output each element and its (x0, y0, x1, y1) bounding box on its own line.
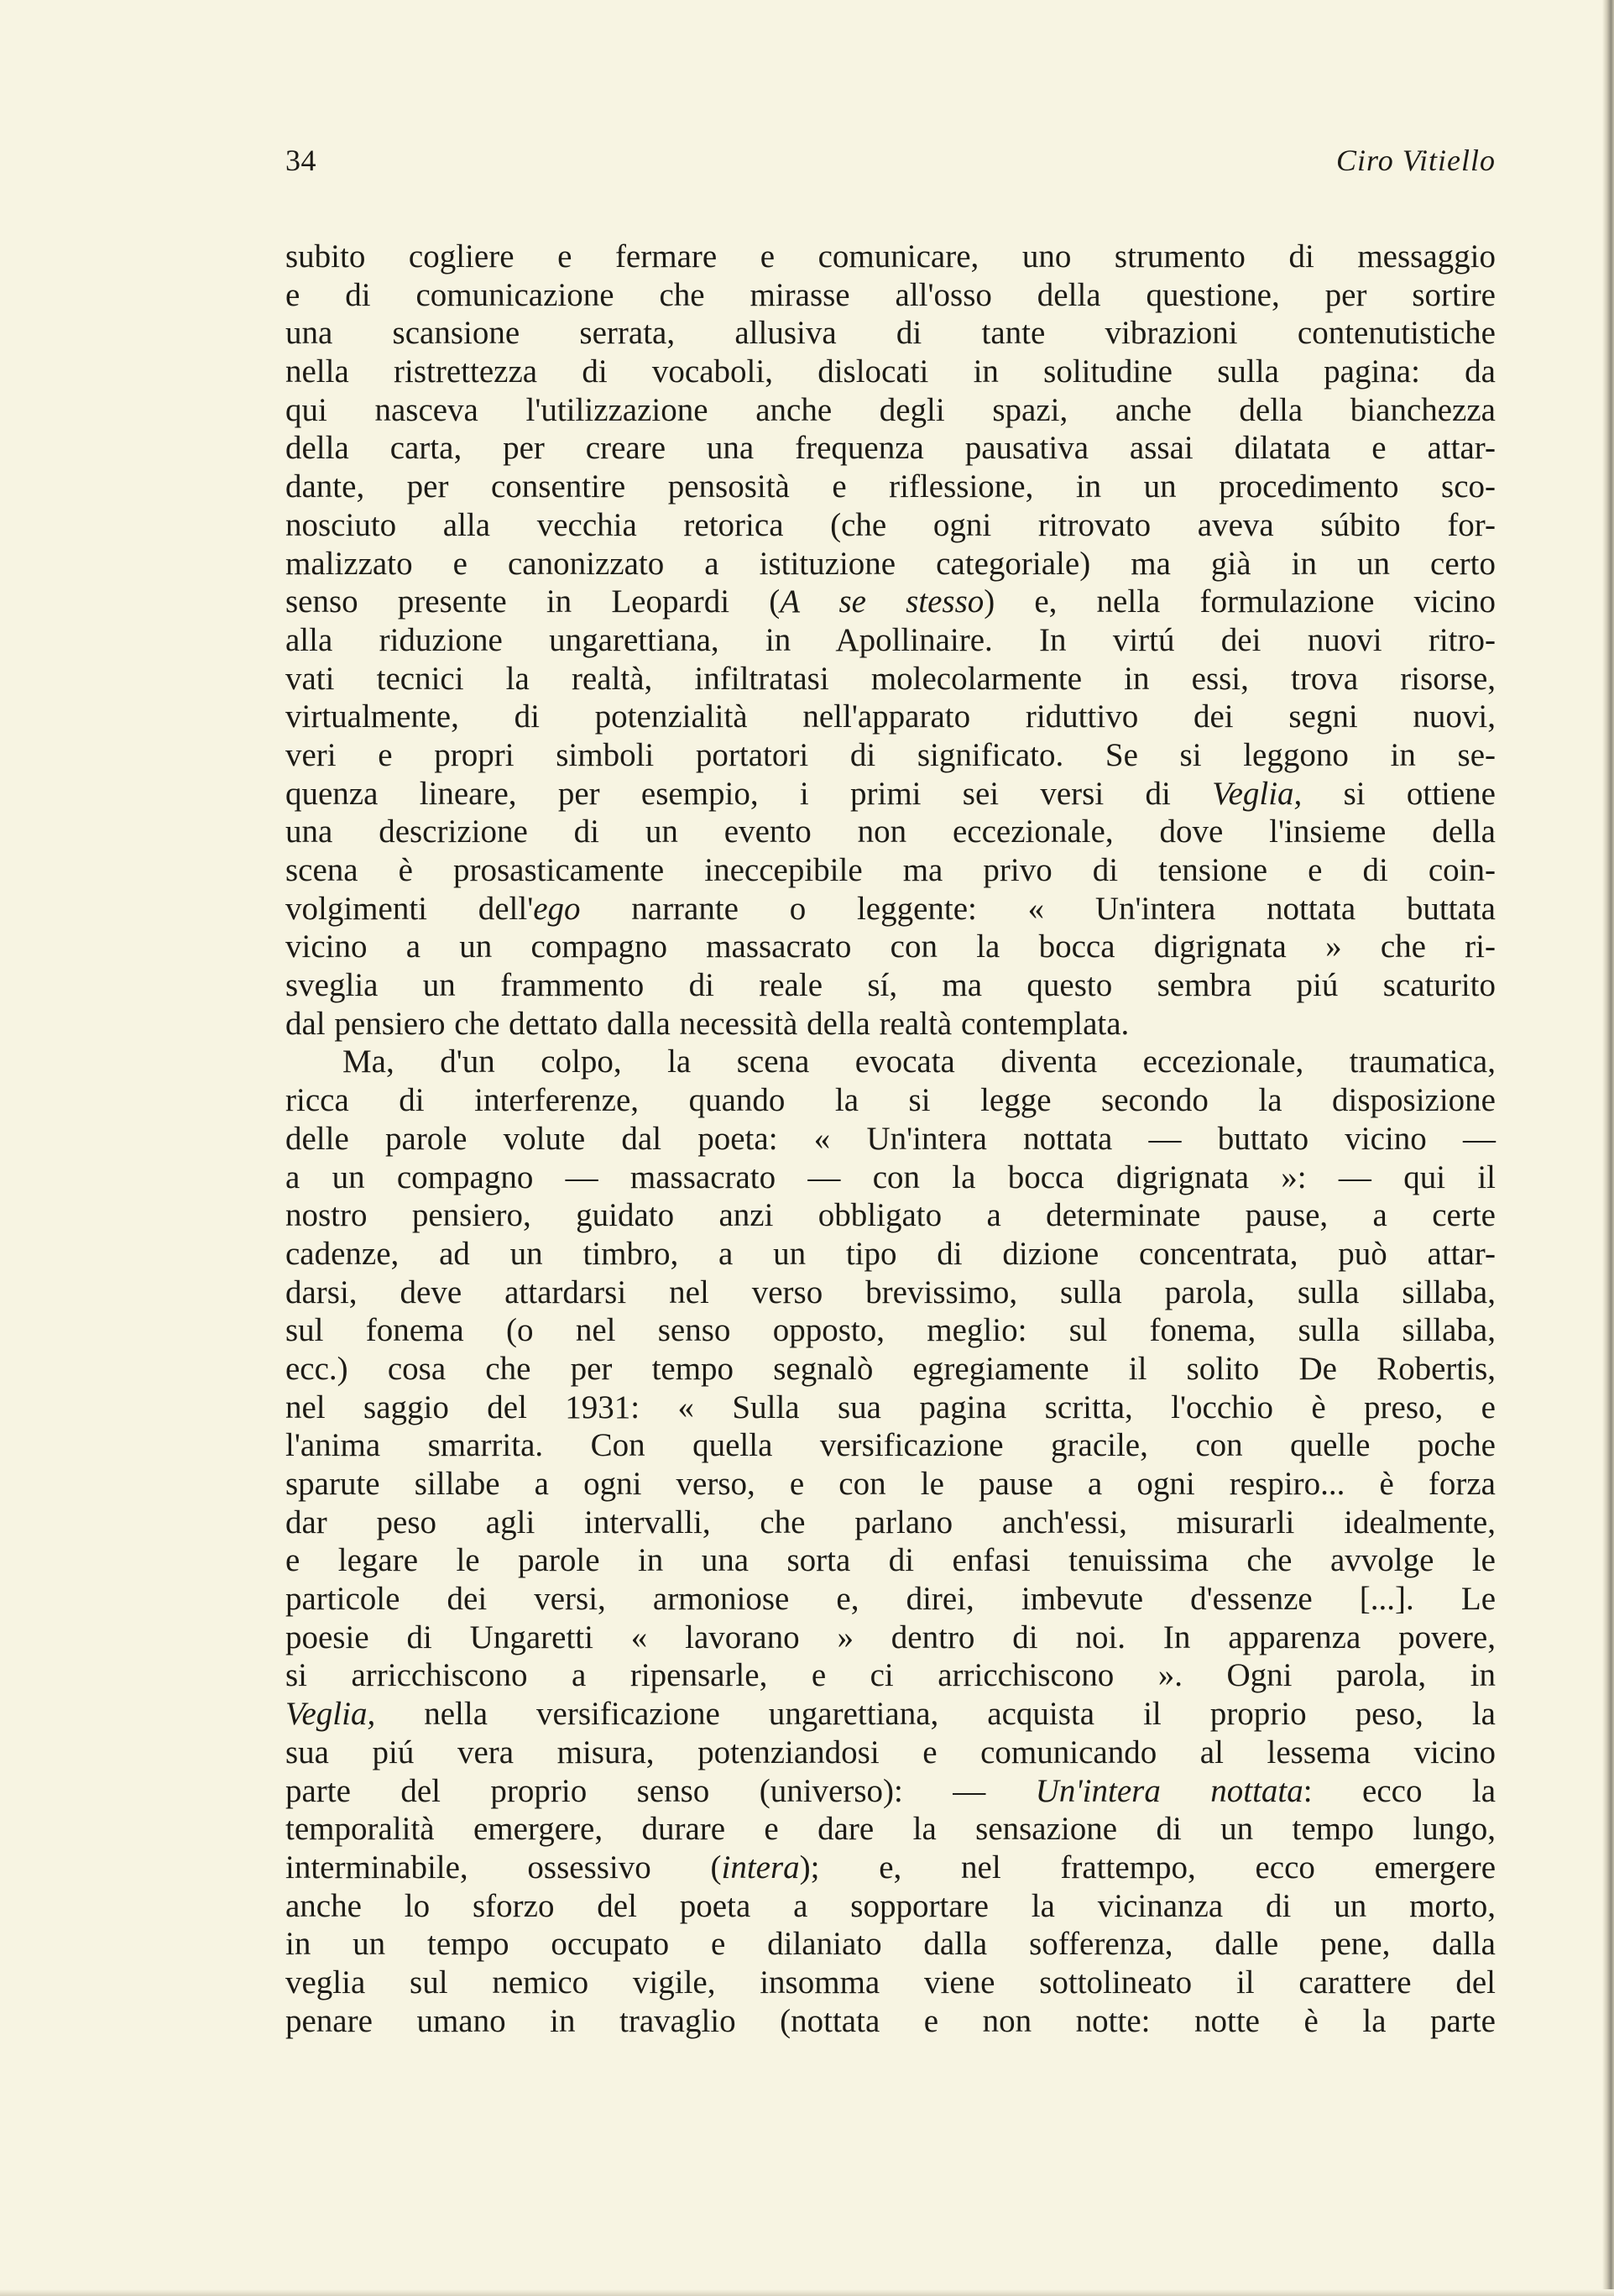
text-segment: ) e, nella formulazione vicino (984, 583, 1496, 620)
text-line: alla riduzione ungarettiana, in Apollinaire. In virtú dei nuovi ritro- (285, 621, 1496, 658)
text-line: poesie di Ungaretti « lavorano » dentro di noi. In apparenza povere, (285, 1619, 1496, 1655)
text-line: delle parole volute dal poeta: « Un'intera nottata — buttato vicino — (285, 1120, 1496, 1157)
text-line: nostro pensiero, guidato anzi obbligato a determinate pause, a certe (285, 1197, 1496, 1234)
text-line: scena è prosasticamente ineccepibile ma privo di tensione e di coin- (285, 852, 1496, 888)
text-line: e legare le parole in una sorta di enfasi tenuissima che avvolge le (285, 1542, 1496, 1579)
text-line: penare umano in travaglio (nottata e non notte: notte è la parte (285, 2002, 1496, 2039)
italic-title: Veglia, (285, 1696, 376, 1733)
text-line (285, 1849, 1496, 1887)
text-line: veri e propri simboli portatori di significato. Se si leggono in se- (285, 736, 1496, 773)
text-line: qui nasceva l'utilizzazione anche degli spazi, anche della bianchezza (285, 391, 1496, 428)
text-line (285, 775, 1496, 813)
text-segment: narrante o leggente: « Un'intera nottata buttata (580, 890, 1496, 927)
text-line: e di comunicazione che mirasse all'osso della questione, per sortire (285, 276, 1496, 313)
italic-quote: Un'intera nottata (1035, 1772, 1303, 1809)
text-line: ricca di interferenze, quando la si legge secondo la disposizione (285, 1082, 1496, 1119)
text-segment: parte del proprio senso (universo): — (285, 1772, 1036, 1809)
text-line (285, 583, 1496, 621)
text-line: cadenze, ad un timbro, a un tipo di dizione concentrata, può attar- (285, 1235, 1496, 1272)
text-line: nella ristrettezza di vocaboli, dislocati in solitudine sulla pagina: da (285, 353, 1496, 390)
text-line: sul fonema (o nel senso opposto, meglio: sul fonema, sulla sillaba, (285, 1312, 1496, 1349)
text-line: in un tempo occupato e dilaniato dalla sofferenza, dalle pene, dalla (285, 1926, 1496, 1963)
text-line: della carta, per creare una frequenza pausativa assai dilatata e attar- (285, 430, 1496, 467)
text-line: una descrizione di un evento non eccezionale, dove l'insieme della (285, 813, 1496, 850)
running-head: Ciro Vitiello (1336, 144, 1496, 177)
text-segment: ); e, nel frattempo, ecco emergere (799, 1849, 1496, 1885)
page-edge (1602, 0, 1614, 2296)
text-line: malizzato e canonizzato a istituzione categoriale) ma già in un certo (285, 545, 1496, 582)
text-line: dal pensiero che dettato dalla necessità della realtà contemplata. (285, 1005, 1130, 1042)
text-line: subito cogliere e fermare e comunicare, uno strumento di messaggio (285, 238, 1496, 275)
text-line: darsi, deve attardarsi nel verso brevissimo, sulla parola, sulla sillaba, (285, 1274, 1496, 1310)
text-line: sparute sillabe a ogni verso, e con le pause a ogni respiro... è forza (285, 1466, 1496, 1502)
text-line: Ma, d'un colpo, la scena evocata diventa eccezionale, traumatica, (342, 1043, 1496, 1080)
text-line: veglia sul nemico vigile, insomma viene sottolineato il carattere del (285, 1964, 1496, 2001)
page-bottom-edge (0, 2289, 1614, 2296)
text-line: dante, per consentire pensosità e riflessione, in un procedimento sco- (285, 468, 1496, 505)
body-text (285, 238, 1496, 2040)
text-line: virtualmente, di potenzialità nell'apparato riduttivo dei segni nuovi, (285, 698, 1496, 735)
text-segment: quenza lineare, per esempio, i primi sei versi di (285, 775, 1213, 812)
page-number: 34 (285, 144, 316, 177)
text-line (285, 1772, 1496, 1811)
italic-title: Veglia, (1212, 775, 1303, 812)
text-segment: senso presente in Leopardi ( (285, 583, 781, 620)
italic-word: intera (721, 1849, 800, 1885)
text-segment: interminabile, ossessivo ( (285, 1849, 722, 1885)
text-line: a un compagno — massacrato — con la bocca digrignata »: — qui il (285, 1158, 1496, 1195)
text-line (285, 1695, 1496, 1734)
text-line: vicino a un compagno massacrato con la bocca digrignata » che ri- (285, 928, 1496, 965)
text-line: nel saggio del 1931: « Sulla sua pagina scritta, l'occhio è preso, e (285, 1389, 1496, 1425)
text-line (285, 890, 1496, 928)
text-line: particole dei versi, armoniose e, direi, imbevute d'essenze [...]. Le (285, 1581, 1496, 1618)
paragraph-1 (285, 238, 1496, 1043)
italic-word: ego (533, 890, 581, 927)
text-line: anche lo sforzo del poeta a sopportare la vicinanza di un morto, (285, 1887, 1496, 1924)
text-line: ecc.) cosa che per tempo segnalò egregiamente il solito De Robertis, (285, 1350, 1496, 1387)
text-line: sua piú vera misura, potenziandosi e comunicando al lessema vicino (285, 1734, 1496, 1770)
text-line: una scansione serrata, allusiva di tante vibrazioni contenutistiche (285, 315, 1496, 352)
text-line: si arricchiscono a ripensarle, e ci arricchiscono ». Ogni parola, in (285, 1657, 1496, 1694)
text-line: temporalità emergere, durare e dare la sensazione di un tempo lungo, (285, 1811, 1496, 1848)
text-segment: si ottiene (1302, 775, 1496, 812)
text-segment: volgimenti dell' (285, 890, 534, 927)
italic-title: A se stesso (780, 583, 985, 620)
paragraph-2 (285, 1043, 1496, 2040)
text-line: l'anima smarrita. Con quella versificazione gracile, con quelle poche (285, 1427, 1496, 1464)
text-line: dar peso agli intervalli, che parlano anch'essi, misurarli idealmente, (285, 1504, 1496, 1540)
page-header (285, 143, 1496, 193)
text-line: sveglia un frammento di reale sí, ma questo sembra piú scaturito (285, 967, 1496, 1004)
text-line: nosciuto alla vecchia retorica (che ogni ritrovato aveva súbito for- (285, 506, 1496, 543)
text-segment: : ecco la (1303, 1772, 1496, 1809)
text-line: vati tecnici la realtà, infiltratasi molecolarmente in essi, trova risorse, (285, 660, 1496, 697)
text-segment: nella versificazione ungarettiana, acquista il proprio peso, la (375, 1696, 1496, 1733)
